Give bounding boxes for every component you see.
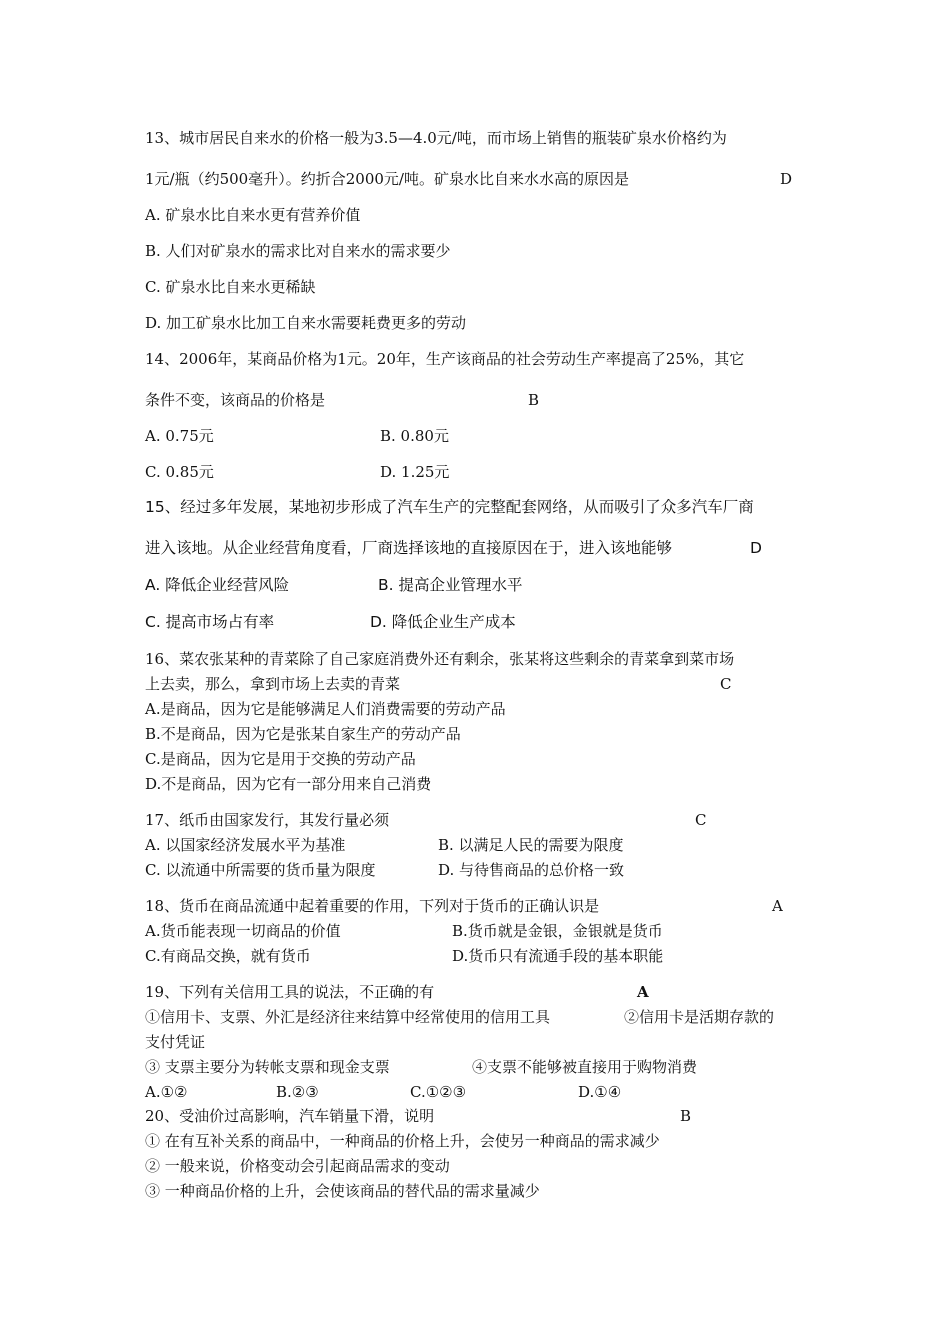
question-16-option-a: A.是商品，因为它是能够满足人们消费需要的劳动产品	[145, 700, 506, 718]
question-13-option-d: D. 加工矿泉水比加工自来水需要耗费更多的劳动	[145, 314, 467, 332]
question-20-answer: B	[680, 1107, 692, 1125]
question-19-stem: 19、下列有关信用工具的说法，不正确的有	[145, 983, 435, 1001]
question-16-option-c: C.是商品，因为它是用于交换的劳动产品	[145, 750, 416, 768]
question-14-stem-line1: 14、2006年，某商品价格为1元。20年，生产该商品的社会劳动生产率提高了25%，其它	[145, 350, 745, 368]
question-15-answer: D	[750, 539, 762, 557]
question-19-answer: A	[637, 983, 649, 1001]
question-17-option-d: D. 与待售商品的总价格一致	[438, 861, 625, 879]
question-18-answer: A	[772, 897, 783, 915]
question-16-stem-line2: 上去卖，那么，拿到市场上去卖的青菜	[145, 675, 401, 693]
question-18-option-c: C.有商品交换，就有货币	[145, 947, 311, 965]
question-13-answer: D	[780, 170, 793, 188]
question-13-stem-line1: 13、城市居民自来水的价格一般为3.5—4.0元/吨，而市场上销售的瓶装矿泉水价格约为	[145, 129, 727, 147]
question-18-stem: 18、货币在商品流通中起着重要的作用，下列对于货币的正确认识是	[145, 897, 600, 915]
question-14-option-a: A. 0.75元	[145, 427, 214, 445]
question-20-statement-1: ① 在有互补关系的商品中，一种商品的价格上升，会使另一种商品的需求减少	[145, 1132, 660, 1150]
question-15-stem-line2: 进入该地。从企业经营角度看，厂商选择该地的直接原因在于，进入该地能够	[145, 539, 673, 557]
question-13-option-a: A. 矿泉水比自来水更有营养价值	[145, 206, 361, 224]
question-19-option-d: D.①④	[578, 1083, 622, 1101]
question-17-stem: 17、纸币由国家发行，其发行量必须	[145, 811, 390, 829]
question-19-option-c: C.①②③	[410, 1083, 467, 1101]
question-19-statement-1: ①信用卡、支票、外汇是经济往来结算中经常使用的信用工具	[145, 1008, 551, 1026]
question-19-option-a: A.①②	[145, 1083, 188, 1101]
question-19-statement-3: ③ 支票主要分为转帐支票和现金支票	[145, 1058, 390, 1076]
question-14-stem-line2: 条件不变，该商品的价格是	[145, 391, 326, 409]
question-20-stem: 20、受油价过高影响，汽车销量下滑，说明	[145, 1107, 435, 1125]
question-19-statement-4: ④支票不能够被直接用于购物消费	[472, 1058, 698, 1076]
question-16-option-b: B.不是商品，因为它是张某自家生产的劳动产品	[145, 725, 461, 743]
question-14-answer: B	[528, 391, 540, 409]
question-14-option-c: C. 0.85元	[145, 463, 214, 481]
question-20-statement-3: ③ 一种商品价格的上升，会使该商品的替代品的需求量减少	[145, 1182, 540, 1200]
question-14-option-b: B. 0.80元	[380, 427, 449, 445]
question-17-option-c: C. 以流通中所需要的货币量为限度	[145, 861, 376, 879]
question-13-option-c: C. 矿泉水比自来水更稀缺	[145, 278, 316, 296]
question-20-statement-2: ② 一般来说，价格变动会引起商品需求的变动	[145, 1157, 450, 1175]
question-17-option-b: B. 以满足人民的需要为限度	[438, 836, 624, 854]
question-19-statement-2-part1: ②信用卡是活期存款的	[624, 1008, 775, 1026]
question-17-option-a: A. 以国家经济发展水平为基准	[145, 836, 346, 854]
question-16-option-d: D.不是商品，因为它有一部分用来自己消费	[145, 775, 432, 793]
question-15-option-b: B. 提高企业管理水平	[378, 576, 523, 594]
question-19-statement-2-part2: 支付凭证	[145, 1033, 206, 1051]
question-19-option-b: B.②③	[276, 1083, 319, 1101]
question-18-option-d: D.货币只有流通手段的基本职能	[452, 947, 664, 965]
question-16-answer: C	[720, 675, 732, 693]
question-14-option-d: D. 1.25元	[380, 463, 450, 481]
question-18-option-b: B.货币就是金银，金银就是货币	[452, 922, 663, 940]
question-15-stem-line1: 15、经过多年发展，某地初步形成了汽车生产的完整配套网络，从而吸引了众多汽车厂商	[145, 498, 754, 516]
question-15-option-a: A. 降低企业经营风险	[145, 576, 290, 594]
question-13-option-b: B. 人们对矿泉水的需求比对自来水的需求要少	[145, 242, 451, 260]
question-17-answer: C	[695, 811, 707, 829]
question-15-option-c: C. 提高市场占有率	[145, 613, 275, 631]
question-16-stem-line1: 16、菜农张某种的青菜除了自己家庭消费外还有剩余，张某将这些剩余的青菜拿到菜市场	[145, 650, 735, 668]
question-15-option-d: D. 降低企业生产成本	[370, 613, 516, 631]
question-13-stem-line2: 1元/瓶（约500毫升）。约折合2000元/吨。矿泉水比自来水水高的原因是	[145, 170, 629, 188]
question-18-option-a: A.货币能表现一切商品的价值	[145, 922, 341, 940]
